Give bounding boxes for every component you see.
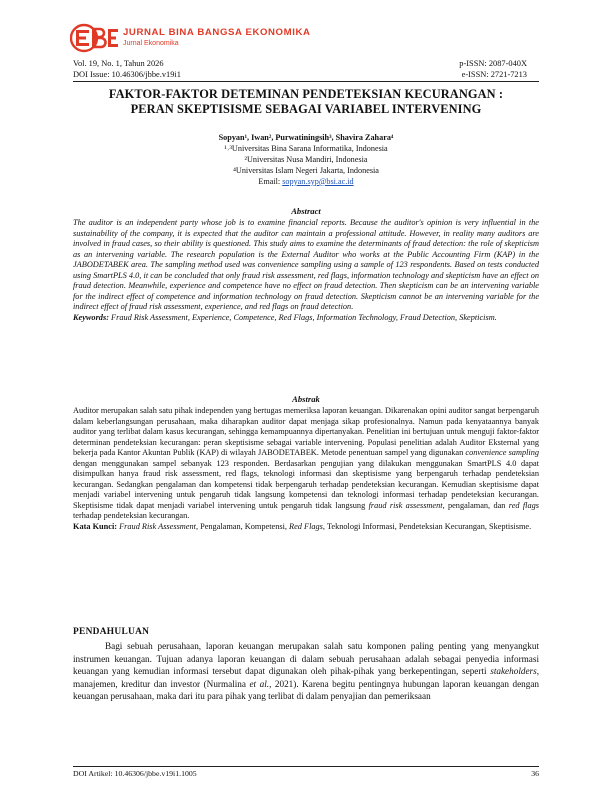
title-line-2: PERAN SKEPTISISME SEBAGAI VARIABEL INTERVENING	[130, 101, 482, 116]
abstract-id	[73, 406, 539, 533]
abstrak-text-3: , pengalaman, dan	[442, 500, 509, 510]
intro-text-2: , manajemen, kreditur dan investor (Nurmalina	[73, 666, 539, 689]
paper-title	[73, 87, 539, 116]
volume-info: Vol. 19, No. 1, Tahun 2026	[73, 59, 164, 68]
abstrak-em-1: convenience sampling	[465, 448, 539, 458]
author-names: Sopyan¹, Iwan², Purwatiningsih³, Shavira Zahara⁴	[218, 133, 394, 142]
author-block	[73, 133, 539, 188]
kata-kunci-end: , Teknologi Informasi, Pendeteksian Kecurangan, Skeptisisme.	[322, 522, 532, 532]
abstrak-heading: Abstrak	[292, 394, 320, 404]
keywords-en: Fraud Risk Assessment, Experience, Competence, Red Flags, Information Technology, Fraud Detection, Skepticism.	[111, 312, 497, 322]
intro-text-1: Bagi sebuah perusahaan, laporan keuangan merupakan salah satu komponen paling penting yang menyangkut instrumen keuangan. Tujuan adanya laporan keuangan di dalam sebuah perusahaan adalah sebagai penyedia informasi keuangan yang kemudian informasi tersebut dapat digunakan oleh pihak-pihak yang berkepentingan, seperti	[73, 641, 539, 677]
jbbe-logo-icon	[70, 20, 120, 56]
kata-kunci-1: Fraud Risk Assessment	[119, 522, 196, 532]
affiliation-2: ²Universitas Nusa Mandiri, Indonesia	[244, 154, 368, 164]
abstract-en-text: The auditor is an independent party whose job is to examine financial reports. Because the auditor's opinion is very influential in the sustainability of the company, it is expected that the auditor can maintain a professional attitude. However, in reality many auditors are involved in fraud cases, so their ability is questioned. This study aims to examine the determinants of fraud detection: the role of skepticism as an intervening variable. The research population is the External Auditor who works at the Public Accounting Firm (KAP) in the JABODETABEK area. The sampling method used was convenience sampling using a sample of 123 respondents. Based on tests conducted using SmartPLS 4.0, it can be concluded that only fraud risk assessment, red flags, information technology and skepticism have an effect on fraud detection. Meanwhile, experience and competence have no effect on fraud detection. Then skepticism can be an intervening variable for the indirect effect of competence and information technology on fraud detection. Skepticism cannot be an intervening variable for the indirect effect of fraud risk assessment, experience, and red flags on fraud detection.	[73, 218, 539, 312]
intro-em-2: et al.	[249, 678, 270, 689]
email-label: Email:	[258, 176, 281, 186]
section-heading-pendahuluan: PENDAHULUAN	[73, 627, 150, 637]
kata-kunci-label: Kata Kunci:	[73, 522, 118, 532]
intro-text-3: , 2021). Karena begitu pentingnya hubungan laporan keuangan dengan keuangan perusahaan, maka dari itu para pihak yang terlibat di dalam penyajian dan pemeriksaan	[73, 678, 540, 702]
journal-name: JURNAL BINA BANGSA EKONOMIKA	[123, 27, 311, 38]
intro-em-1: stakeholders	[490, 666, 537, 677]
email-line	[73, 177, 539, 188]
abstract-en	[73, 218, 539, 323]
keywords-label: Keywords:	[73, 312, 109, 322]
abstrak-em-2: fraud risk assessment	[368, 500, 443, 510]
abstract-heading: Abstract	[291, 206, 321, 216]
page-number: 36	[531, 769, 539, 778]
affiliation-3: ⁴Universitas Islam Negeri Jakarta, Indonesia	[233, 165, 379, 175]
p-issn: p-ISSN: 2087-040X	[459, 59, 527, 68]
abstrak-text-2: dengan menggunakan sampel sebanyak 123 responden. Berdasarkan pengujian yang dilakukan menggunakan SmartPLS 4.0 dapat disimpulkan hanya fraud risk assessment, red flags, teknologi informasi dan skeptisisme yang berpengaruh terhadap pendeteksian kecurangan. Sedangkan pengalaman dan kompetensi tidak berpengaruh terhadap pendeteksian kecurangan. Kemudian skeptisisme dapat menjadi variabel intervening untuk pengaruh tidak langsung kompetensi dan teknologi informasi terhadap pendeteksian kecurangan. Skeptisisme tidak dapat menjadi variabel intervening untuk pengaruh tidak langsung	[73, 458, 539, 510]
intro-paragraph	[73, 640, 539, 703]
footer-divider	[73, 766, 539, 767]
email-link[interactable]: sopyan.syp@bsi.ac.id	[282, 176, 354, 186]
abstrak-text-4: terhadap pendeteksian kecurangan.	[73, 511, 190, 521]
kata-kunci-2: Red Flags	[289, 522, 323, 532]
issue-meta	[73, 59, 181, 80]
journal-subtitle: Jurnal Ekonomika	[123, 40, 179, 47]
e-issn: e-ISSN: 2721-7213	[461, 69, 527, 79]
affiliation-1: ¹˒³Universitas Bina Sarana Informatika, Indonesia	[224, 143, 388, 153]
kata-kunci-mid: , Pengalaman, Kompetensi,	[195, 522, 290, 532]
abstrak-text-1: Auditor merupakan salah satu pihak independen yang bertugas memeriksa laporan keuangan. Dikarenakan opini auditor sangat berpengaruh dalam keberlangsungan perusahaan, maka diharapkan auditor dapat menjaga sikap profesionalnya. Namun pada kenyataannya banyak auditor yang terlibat dalam kasus kecurangan, sehingga kemampuannya dipertanyakan. Penelitian ini bertujuan untuk menguji faktor-faktor determinan pendeteksian kecurangan: peran skeptisisme sebagai variable intervening. Populasi penelitian adalah Auditor Eksternal yang bekerja pada Kantor Akuntan Publik (KAP) di wilayah JABODETABEK. Metode penentuan sampel yang digunakan	[73, 406, 539, 458]
doi-issue: DOI Issue: 10.46306/jbbe.v19i1	[73, 69, 181, 79]
issn-meta	[459, 59, 527, 80]
title-line-1: FAKTOR-FAKTOR DETEMINAN PENDETEKSIAN KECURANGAN :	[108, 87, 504, 101]
header-divider	[73, 81, 539, 82]
doi-article: DOI Artikel: 10.46306/jbbe.v19i1.1005	[73, 769, 197, 778]
abstrak-em-3: red flags	[508, 500, 540, 510]
